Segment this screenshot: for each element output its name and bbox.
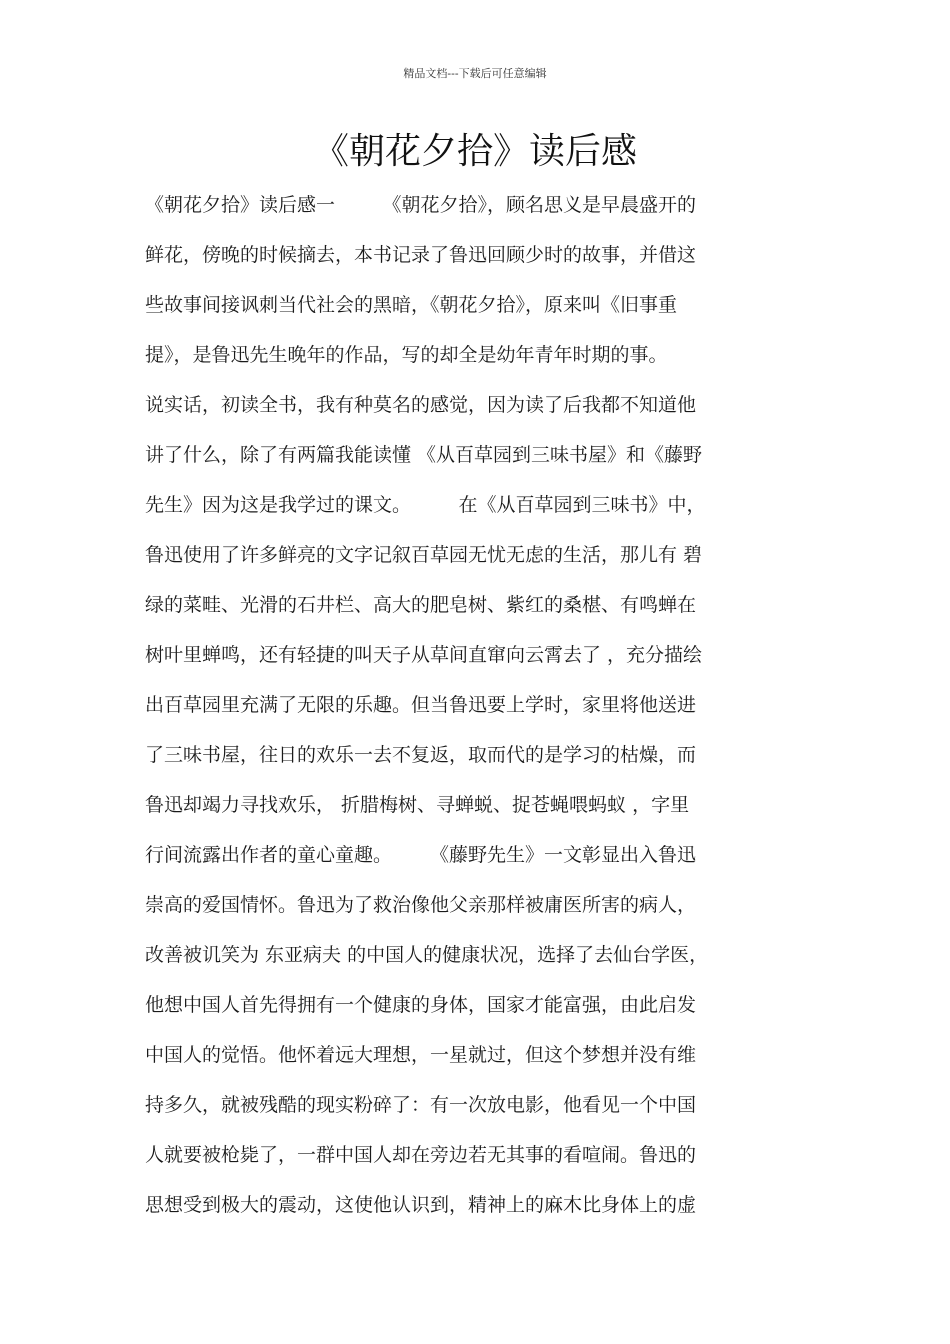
document-body xyxy=(145,180,835,1230)
body-line: 《朝花夕拾》读后感一 《朝花夕拾》，顾名思义是早晨盛开的 xyxy=(145,194,697,216)
body-line: 绿的菜畦、光滑的石井栏、高大的肥皂树、紫红的桑椹、有鸣蝉在 xyxy=(145,594,697,616)
body-line: 说实话，初读全书，我有种莫名的感觉，因为读了后我都不知道他 xyxy=(145,394,697,416)
body-line: 了三味书屋，往日的欢乐一去不复返，取而代的是学习的枯燥，而 xyxy=(145,744,697,766)
body-line: 提》，是鲁迅先生晚年的作品，写的却全是幼年青年时期的事。 xyxy=(145,344,668,366)
body-line: 崇高的爱国情怀。鲁迅为了救治像他父亲那样被庸医所害的病人， xyxy=(145,894,697,916)
body-line: 持多久，就被残酷的现实粉碎了：有一次放电影，他看见一个中国 xyxy=(145,1094,697,1116)
body-line: 出百草园里充满了无限的乐趣。但当鲁迅要上学时，家里将他送进 xyxy=(145,694,697,716)
body-line: 讲了什么，除了有两篇我能读懂 《从百草园到三味书屋》和《藤野 xyxy=(145,444,703,466)
body-line: 鲁迅却竭力寻找欢乐， 折腊梅树、寻蝉蜕、捉苍蝇喂蚂蚁 ，字里 xyxy=(145,794,690,816)
body-line: 鲜花，傍晚的时候摘去，本书记录了鲁迅回顾少时的故事，并借这 xyxy=(145,244,697,266)
body-line: 中国人的觉悟。他怀着远大理想，一星就过，但这个梦想并没有维 xyxy=(145,1044,697,1066)
page-title: 《朝花夕拾》读后感 xyxy=(312,131,637,172)
body-line: 改善被讥笑为 东亚病夫 的中国人的健康状况，选择了去仙台学医， xyxy=(145,944,709,966)
body-line: 树叶里蝉鸣，还有轻捷的叫天子从草间直窜向云霄去了 ，充分描绘 xyxy=(145,644,703,666)
body-line: 行间流露出作者的童心童趣。 《藤野先生》一文彰显出入鲁迅 xyxy=(145,844,697,866)
body-line: 思想受到极大的震动，这使他认识到，精神上的麻木比身体上的虚 xyxy=(145,1194,697,1216)
body-line: 鲁迅使用了许多鲜亮的文字记叙百草园无忧无虑的生活，那儿有 碧 xyxy=(145,544,703,566)
body-line: 先生》因为这是我学过的课文。 在《从百草园到三味书》中， xyxy=(145,494,706,516)
body-line: 他想中国人首先得拥有一个健康的身体，国家才能富强，由此启发 xyxy=(145,994,697,1016)
page-header: 精品文档---下载后可任意编辑 xyxy=(403,67,547,80)
body-line: 人就要被枪毙了，一群中国人却在旁边若无其事的看喧闹。鲁迅的 xyxy=(145,1144,697,1166)
body-line: 些故事间接讽刺当代社会的黑暗，《朝花夕拾》，原来叫《旧事重 xyxy=(145,294,678,316)
